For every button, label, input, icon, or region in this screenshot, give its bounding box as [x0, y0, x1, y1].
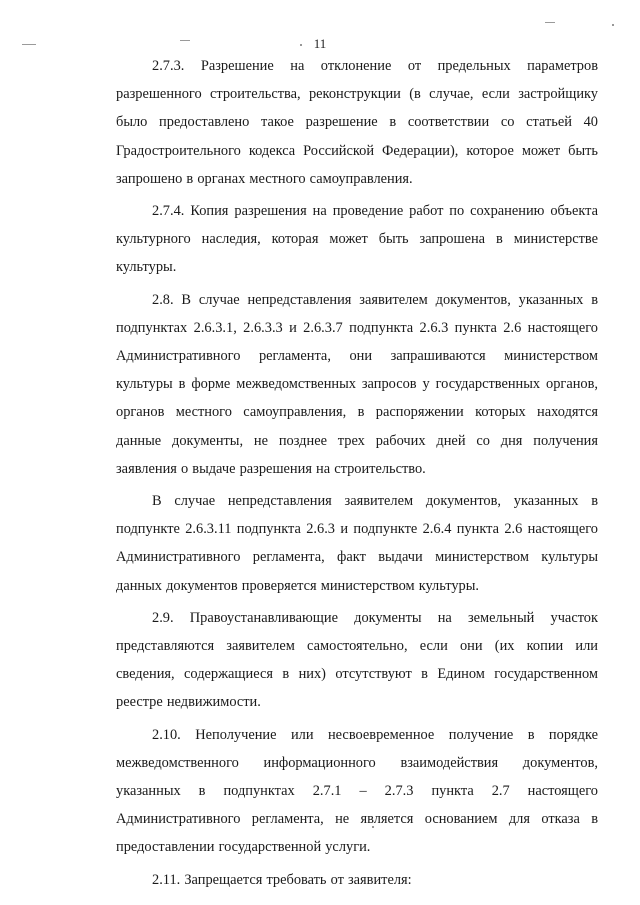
page-number: 11 [313, 36, 327, 51]
scan-artifact [612, 24, 614, 26]
paragraph-2-10: 2.10. Неполучение или несвоевременное получение в порядке межведомственного информационного взаимодействия документов, указанных в подпунктах 2.7.1 – 2.7.3 пункта 2.7 настоящего Административного регламента, не является основанием для отказа в предоставлении государственной услуги. [116, 726, 598, 856]
paragraph-2-9: 2.9. Правоустанавливающие документы на земельный участок представляются заявителем самостоятельно, если они (их копии или сведения, содержащиеся в них) отсутствуют в Едином государственном реестре недвижимости. [116, 609, 598, 711]
paragraph-2-8-continued: В случае непредставления заявителем документов, указанных в подпункте 2.6.3.11 подпункта 2.6.3 и подпункте 2.6.4 пункта 2.6 настоящего Административного регламента, факт выдачи министерством культуры данных документов проверяется министерством культуры. [116, 493, 598, 594]
paragraph-2-8: 2.8. В случае непредставления заявителем документов, указанных в подпунктах 2.6.3.1, 2.6.3.3 и 2.6.3.7 подпункта 2.6.3 пункта 2.6 настоящего Административного регламента, они запрашиваются министерством культуры в форме межведомственных запросов у государственных органов, органов местного самоуправления, в распоряжении которых находятся данные документы, не позднее трех рабочих дней со дня получения заявления о выдаче разрешения на строительство. [116, 291, 598, 477]
paragraph-2-11: 2.11. Запрещается требовать от заявителя: [152, 871, 412, 888]
paragraph-2-7-3: 2.7.3. Разрешение на отклонение от предельных параметров разрешенного строительства, реконструкции (в случае, если застройщику было предоставлено такое разрешение в соответствии со статьей 40 Градостроительного кодекса Российской Федерации), которое может быть запрошено в органах местного самоуправления. [116, 58, 598, 187]
scan-artifact [545, 22, 555, 23]
paragraph-2-7-4: 2.7.4. Копия разрешения на проведение работ по сохранению объекта культурного наследия, которая может быть запрошена в министерстве культуры. [116, 203, 598, 276]
document-body [116, 52, 598, 898]
